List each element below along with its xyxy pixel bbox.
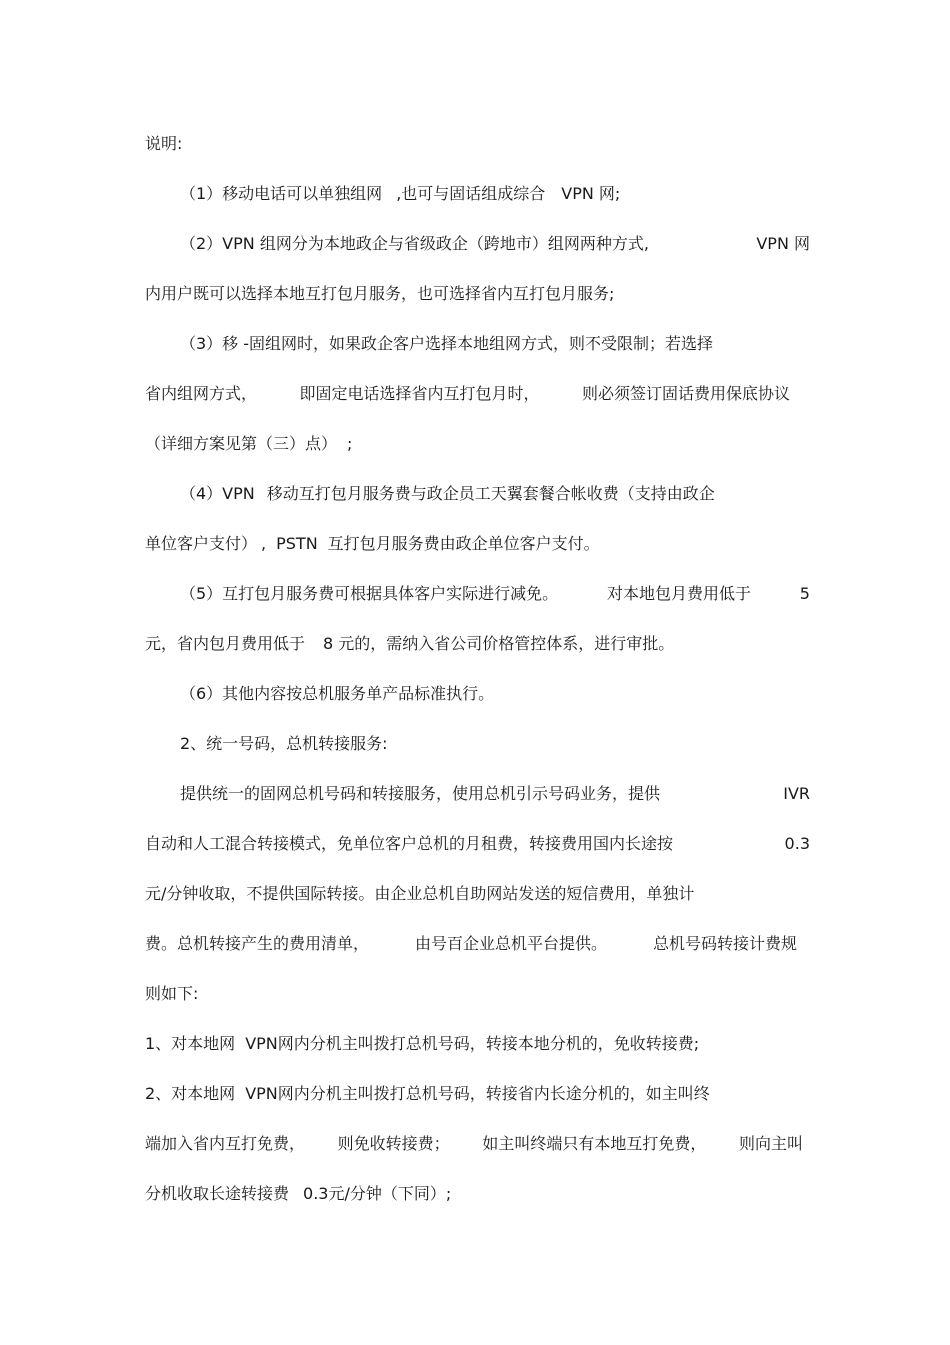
section-2-para-line-5: 则如下: [145,984,199,1003]
rule-2-line-2: 端加入省内互打免费， 则免收转接费； 如主叫终端只有本地互打免费， 则向主叫 [145,1134,803,1153]
section-2-para-line-1: 提供统一的固网总机号码和转接服务，使用总机引示号码业务，提供 IVR [180,784,810,803]
section-2-para-line-4: 费。总机转接产生的费用清单， 由号百企业总机平台提供。 总机号码转接计费规 [145,934,797,953]
section-2-para-line-3: 元/分钟收取，不提供国际转接。由企业总机自助网站发送的短信费用，单独计 [145,884,695,903]
section-2-para-line-2: 自动和人工混合转接模式，免单位客户总机的月租费，转接费用国内长途按 0.3 [145,834,810,853]
rule-1-line-1: 1、对本地网 VPN网内分机主叫拨打总机号码，转接本地分机的，免收转接费; [145,1034,700,1053]
note-4-line-1: （4）VPN 移动互打包月服务费与政企员工天翼套餐合帐收费（支持由政企 [180,484,715,503]
note-5-line-2: 元，省内包月费用低于 8 元的，需纳入省公司价格管控体系，进行审批。 [145,634,675,653]
note-3-line-3: （详细方案见第（三）点） ; [145,434,353,453]
note-5-line-1: （5）互打包月服务费可根据具体客户实际进行减免。 对本地包月费用低于 5 [180,584,810,603]
note-1-line-1: （1）移动电话可以单独组网 ,也可与固话组成综合 VPN 网; [180,184,621,203]
rule-2-line-1: 2、对本地网 VPN网内分机主叫拨打总机号码，转接省内长途分机的，如主叫终 [145,1084,710,1103]
note-2-line-1: （2）VPN 组网分为本地政企与省级政企（跨地市）组网两种方式, VPN 网 [180,234,810,253]
rule-2-line-3: 分机收取长途转接费 0.3元/分钟（下同）; [145,1184,452,1203]
section-2-title: 2、统一号码，总机转接服务: [180,734,388,753]
note-6-line-1: （6）其他内容按总机服务单产品标准执行。 [180,684,495,703]
note-2-line-2: 内用户既可以选择本地互打包月服务，也可选择省内互打包月服务; [145,284,615,303]
note-3-line-1: （3）移 -固组网时，如果政企客户选择本地组网方式，则不受限制；若选择 [180,334,714,353]
explanation-heading: 说明: [145,134,183,153]
note-4-line-2: 单位客户支付） , PSTN 互打包月服务费由政企单位客户支付。 [145,534,600,553]
note-3-line-2: 省内组网方式， 即固定电话选择省内互打包月时， 则必须签订固话费用保底协议 [145,384,790,403]
